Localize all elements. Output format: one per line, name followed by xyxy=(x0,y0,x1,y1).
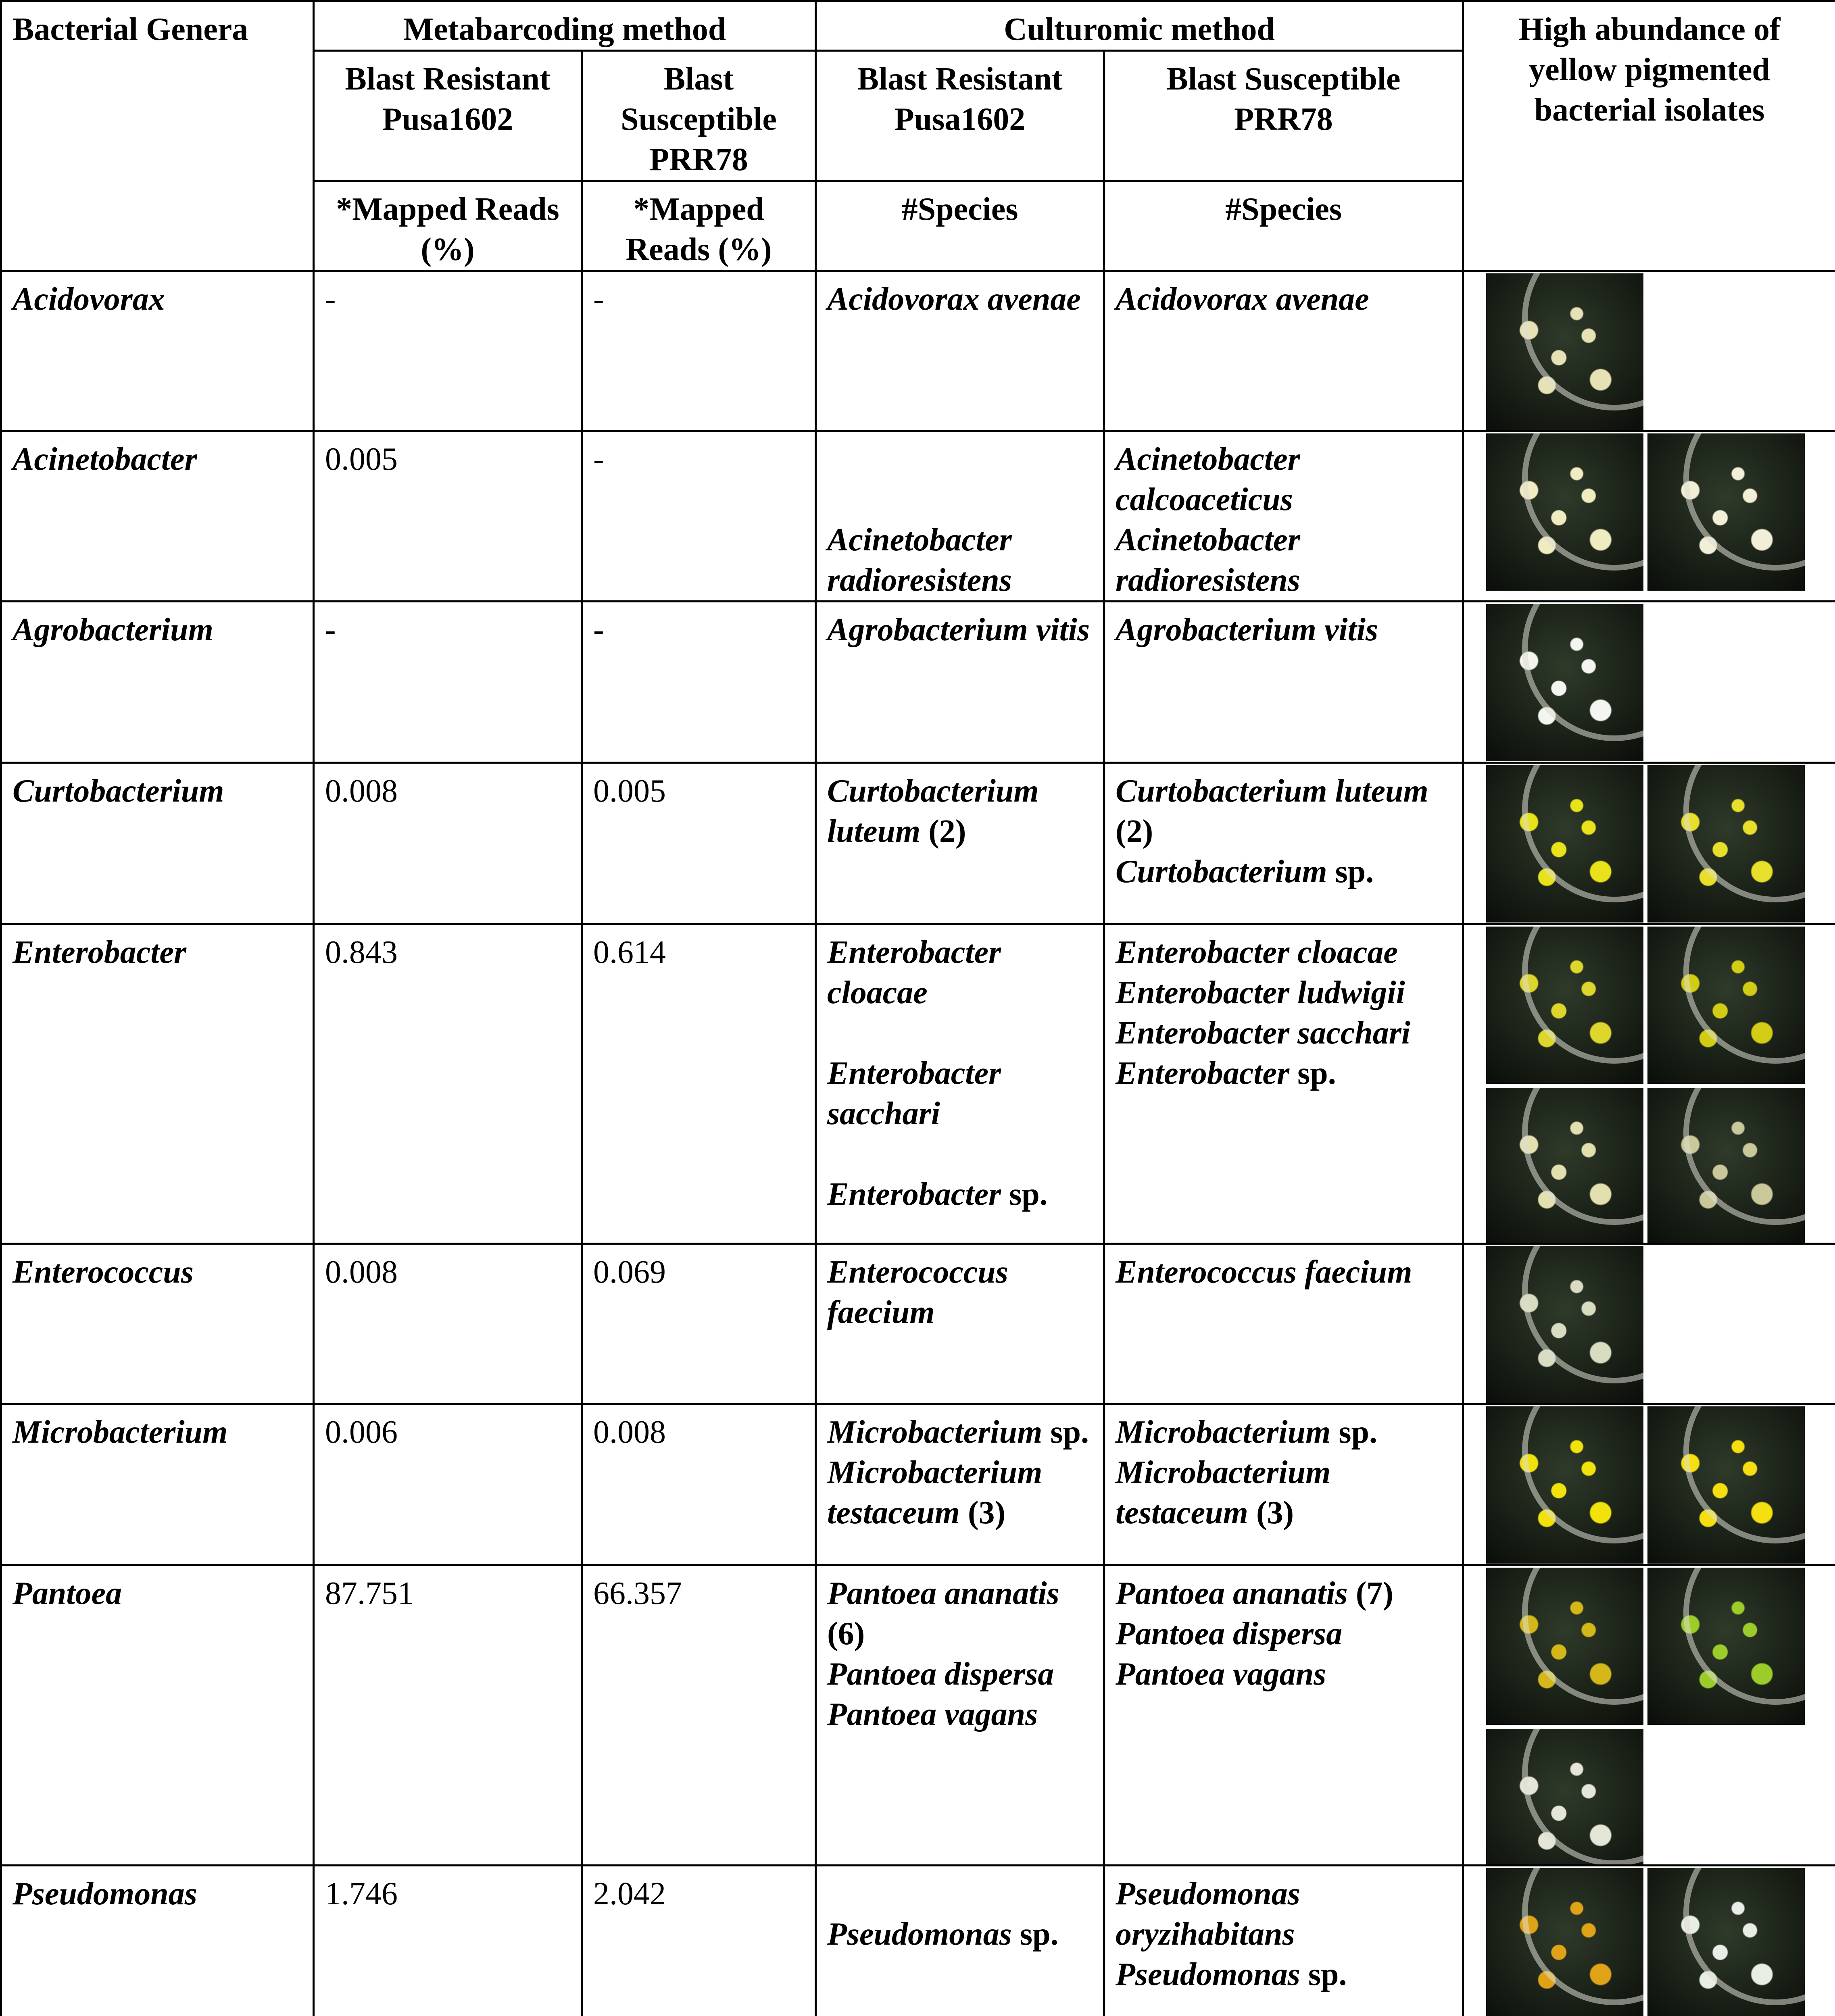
genus-name: Curtobacterium xyxy=(1,763,314,924)
species-entry xyxy=(827,1412,1093,1452)
species-name: Pseudomonas oryzihabitans xyxy=(1116,1876,1300,1952)
bacterial-plate-image xyxy=(1486,1568,1643,1725)
table-row xyxy=(1,602,1835,763)
header-bacterial-genera: Bacterial Genera xyxy=(1,1,314,271)
bacterial-plate-image xyxy=(1647,765,1805,923)
species-susceptible-list xyxy=(1104,1866,1463,2016)
species-name: Pantoea ananatis xyxy=(827,1576,1059,1611)
species-entry xyxy=(1116,610,1451,650)
species-entry xyxy=(1116,1573,1451,1614)
species-entry xyxy=(827,1053,1093,1134)
isolate-photos xyxy=(1463,1404,1835,1565)
species-name: Pantoea ananatis xyxy=(1116,1576,1348,1611)
species-resistant-list xyxy=(816,1866,1104,2016)
plate-grid xyxy=(1486,927,1809,1244)
species-name: Acidovorax avenae xyxy=(827,281,1081,317)
mapped-reads-resistant: 0.843 xyxy=(314,924,582,1244)
species-entry xyxy=(1116,1614,1451,1654)
species-entry xyxy=(1116,973,1451,1013)
header-yellow-pigmented-isolates: High abundance of yellow pigmented bacterial isolates xyxy=(1463,1,1835,271)
species-entry xyxy=(827,1174,1093,1214)
table-row xyxy=(1,1565,1835,1866)
mapped-reads-susceptible: 0.069 xyxy=(582,1244,816,1404)
bacterial-plate-image xyxy=(1486,1729,1643,1866)
species-suffix: sp. xyxy=(1339,1414,1377,1450)
species-entry xyxy=(827,610,1093,650)
plate-grid xyxy=(1486,273,1809,431)
species-entry xyxy=(827,771,1093,852)
species-resistant-list xyxy=(816,602,1104,763)
mapped-reads-resistant: 1.746 xyxy=(314,1866,582,2016)
mapped-reads-susceptible: 0.005 xyxy=(582,763,816,924)
species-suffix: sp. xyxy=(1335,854,1374,889)
species-name: Pantoea dispersa xyxy=(827,1656,1054,1692)
mapped-reads-resistant: 0.008 xyxy=(314,763,582,924)
species-entry xyxy=(1116,1452,1451,1533)
species-entry xyxy=(827,932,1093,1013)
species-susceptible-list xyxy=(1104,763,1463,924)
header-meta-blast-susceptible: Blast Susceptible PRR78 xyxy=(582,51,816,181)
species-name: Enterobacter sacchari xyxy=(827,1056,1001,1131)
genus-name: Pantoea xyxy=(1,1565,314,1866)
species-suffix: sp. xyxy=(1297,1056,1336,1091)
species-name: Curtobacterium luteum xyxy=(827,773,1039,849)
species-name: Curtobacterium xyxy=(1116,854,1327,889)
header-mapped-reads-susceptible: *Mapped Reads (%) xyxy=(582,181,816,271)
mapped-reads-susceptible: - xyxy=(582,602,816,763)
species-name: Acidovorax avenae xyxy=(1116,281,1369,317)
header-mapped-reads-resistant: *Mapped Reads (%) xyxy=(314,181,582,271)
species-entry xyxy=(827,1874,1093,1914)
species-suffix: sp. xyxy=(1020,1916,1059,1952)
species-suffix: sp. xyxy=(1009,1177,1048,1212)
species-resistant-list xyxy=(816,1565,1104,1866)
genus-name: Acinetobacter xyxy=(1,431,314,602)
bacterial-plate-image xyxy=(1486,1246,1643,1404)
mapped-reads-resistant: - xyxy=(314,602,582,763)
species-entry xyxy=(1116,852,1451,892)
plate-grid xyxy=(1486,765,1809,923)
mapped-reads-susceptible: - xyxy=(582,431,816,602)
species-resistant-list xyxy=(816,431,1104,602)
species-suffix: sp. xyxy=(1308,1957,1347,1992)
species-suffix: (3) xyxy=(968,1495,1006,1531)
species-name: Pseudomonas xyxy=(1116,1957,1300,1992)
table-row xyxy=(1,271,1835,431)
species-name: Microbacterium testaceum xyxy=(1116,1455,1331,1531)
species-name: Curtobacterium luteum xyxy=(1116,773,1428,809)
bacterial-plate-image xyxy=(1486,604,1643,761)
species-entry xyxy=(827,520,1093,600)
species-entry xyxy=(827,1452,1093,1533)
bacterial-plate-image xyxy=(1486,433,1643,591)
species-resistant-list xyxy=(816,924,1104,1244)
header-metabarcoding-method: Metabarcoding method xyxy=(314,1,816,51)
species-suffix: sp. xyxy=(1050,1414,1089,1450)
table-row xyxy=(1,1404,1835,1565)
genus-name: Enterobacter xyxy=(1,924,314,1244)
header-meta-blast-resistant: Blast Resistant Pusa1602 xyxy=(314,51,582,181)
species-susceptible-list xyxy=(1104,431,1463,602)
species-susceptible-list xyxy=(1104,924,1463,1244)
line-gap xyxy=(827,1134,1093,1174)
isolate-photos xyxy=(1463,924,1835,1244)
species-suffix: (3) xyxy=(1256,1495,1294,1531)
header-cult-blast-resistant: Blast Resistant Pusa1602 xyxy=(816,51,1104,181)
bacterial-plate-image xyxy=(1486,765,1643,923)
header-species-susceptible: #Species xyxy=(1104,181,1463,271)
species-susceptible-list xyxy=(1104,1244,1463,1404)
plate-grid xyxy=(1486,1868,1809,2016)
line-gap xyxy=(827,1013,1093,1053)
genus-name: Microbacterium xyxy=(1,1404,314,1565)
bacterial-plate-image xyxy=(1647,1406,1805,1564)
header-species-resistant: #Species xyxy=(816,181,1104,271)
species-name: Enterobacter ludwigii xyxy=(1116,975,1405,1010)
table-row xyxy=(1,924,1835,1244)
species-entry xyxy=(827,1573,1093,1654)
plate-grid xyxy=(1486,1406,1809,1564)
mapped-reads-susceptible: 2.042 xyxy=(582,1866,816,2016)
genus-name: Agrobacterium xyxy=(1,602,314,763)
mapped-reads-resistant: 87.751 xyxy=(314,1565,582,1866)
isolate-photos xyxy=(1463,1244,1835,1404)
genus-name: Pseudomonas xyxy=(1,1866,314,2016)
species-suffix: (6) xyxy=(827,1616,865,1652)
bacterial-plate-image xyxy=(1486,1406,1643,1564)
isolate-photos xyxy=(1463,602,1835,763)
mapped-reads-resistant: 0.008 xyxy=(314,1244,582,1404)
header-cult-blast-susceptible: Blast Susceptible PRR78 xyxy=(1104,51,1463,181)
species-resistant-list xyxy=(816,763,1104,924)
species-name: Agrobacterium vitis xyxy=(1116,612,1378,648)
species-name: Microbacterium testaceum xyxy=(827,1455,1043,1531)
species-name: Pseudomonas xyxy=(827,1916,1012,1952)
species-name: Pantoea vagans xyxy=(1116,1656,1326,1692)
species-entry xyxy=(827,279,1093,319)
bacterial-plate-image xyxy=(1647,1088,1805,1244)
species-entry xyxy=(1116,771,1451,852)
genus-name: Acidovorax xyxy=(1,271,314,431)
species-name: Enterobacter cloacae xyxy=(1116,935,1398,970)
mapped-reads-susceptible: - xyxy=(582,271,816,431)
bacterial-plate-image xyxy=(1486,1868,1643,2016)
header-culturomic-method: Culturomic method xyxy=(816,1,1463,51)
species-name: Microbacterium xyxy=(827,1414,1043,1450)
species-entry xyxy=(827,439,1093,479)
species-name: Enterococcus faecium xyxy=(1116,1254,1412,1290)
isolate-photos xyxy=(1463,1866,1835,2016)
mapped-reads-resistant: 0.006 xyxy=(314,1404,582,1565)
bacterial-plate-image xyxy=(1486,1088,1643,1244)
species-name: Enterococcus faecium xyxy=(827,1254,1008,1330)
species-entry xyxy=(827,1914,1093,1954)
isolate-photos xyxy=(1463,763,1835,924)
species-entry xyxy=(827,479,1093,520)
species-entry xyxy=(827,1694,1093,1735)
mapped-reads-susceptible: 0.008 xyxy=(582,1404,816,1565)
species-entry xyxy=(1116,1954,1451,1995)
genus-name: Enterococcus xyxy=(1,1244,314,1404)
species-entry xyxy=(1116,1654,1451,1694)
table-row xyxy=(1,431,1835,602)
species-name: Acinetobacter calcoaceticus xyxy=(1116,442,1300,517)
species-entry xyxy=(827,1252,1093,1333)
plate-grid xyxy=(1486,1568,1809,1866)
species-entry xyxy=(1116,439,1451,520)
species-suffix: (2) xyxy=(1116,814,1153,849)
species-entry xyxy=(1116,520,1451,600)
species-susceptible-list xyxy=(1104,1565,1463,1866)
species-susceptible-list xyxy=(1104,602,1463,763)
bacterial-plate-image xyxy=(1647,433,1805,591)
table-row xyxy=(1,763,1835,924)
mapped-reads-susceptible: 66.357 xyxy=(582,1565,816,1866)
species-name: Acinetobacter radioresistens xyxy=(1116,522,1300,598)
species-entry xyxy=(1116,1252,1451,1292)
species-name: Enterobacter xyxy=(827,1177,1001,1212)
isolate-photos xyxy=(1463,1565,1835,1866)
species-name: Enterobacter sacchari xyxy=(1116,1015,1411,1051)
bacterial-plate-image xyxy=(1486,273,1643,431)
species-entry xyxy=(1116,932,1451,973)
species-susceptible-list xyxy=(1104,1404,1463,1565)
species-suffix: (7) xyxy=(1355,1576,1393,1611)
species-name: Microbacterium xyxy=(1116,1414,1331,1450)
species-name: Enterobacter cloacae xyxy=(827,935,1001,1010)
species-entry xyxy=(1116,279,1451,319)
species-susceptible-list xyxy=(1104,271,1463,431)
species-resistant-list xyxy=(816,271,1104,431)
bacterial-plate-image xyxy=(1647,1868,1805,2016)
species-entry xyxy=(1116,1013,1451,1053)
species-entry xyxy=(827,1654,1093,1694)
isolate-photos xyxy=(1463,431,1835,602)
species-name: Agrobacterium vitis xyxy=(827,612,1090,648)
species-name: Enterobacter xyxy=(1116,1056,1290,1091)
species-name: Pantoea dispersa xyxy=(1116,1616,1343,1652)
isolate-photos xyxy=(1463,271,1835,431)
species-name: Pantoea vagans xyxy=(827,1697,1038,1732)
bacterial-plate-image xyxy=(1647,1568,1805,1725)
mapped-reads-susceptible: 0.614 xyxy=(582,924,816,1244)
plate-grid xyxy=(1486,433,1809,591)
plate-grid xyxy=(1486,604,1809,761)
mapped-reads-resistant: - xyxy=(314,271,582,431)
species-entry xyxy=(1116,1874,1451,1954)
bacterial-plate-image xyxy=(1486,927,1643,1084)
species-resistant-list xyxy=(816,1244,1104,1404)
table-row xyxy=(1,1244,1835,1404)
species-entry xyxy=(1116,1053,1451,1093)
mapped-reads-resistant: 0.005 xyxy=(314,431,582,602)
species-resistant-list xyxy=(816,1404,1104,1565)
species-entry xyxy=(1116,1412,1451,1452)
table-row xyxy=(1,1866,1835,2016)
species-name: Acinetobacter radioresistens xyxy=(827,522,1012,598)
bacterial-plate-image xyxy=(1647,927,1805,1084)
plate-grid xyxy=(1486,1246,1809,1404)
species-suffix: (2) xyxy=(928,814,966,849)
